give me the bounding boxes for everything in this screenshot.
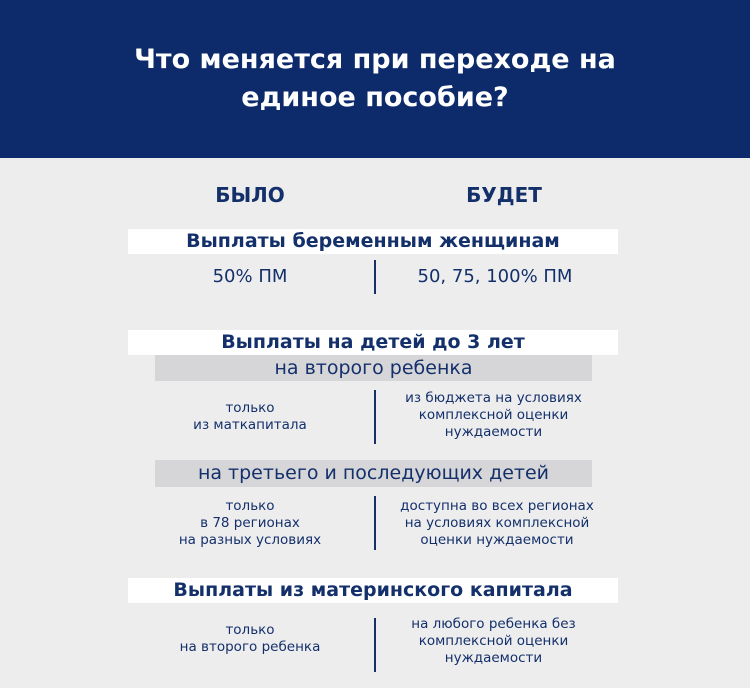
section-matcap-heading: Выплаты из материнского капитала [128, 578, 618, 603]
divider-line [374, 260, 376, 294]
kids-second-after: из бюджета на условиях комплексной оценки нуждаемости [405, 390, 582, 440]
matcap-before: только на второго ребенка [179, 622, 321, 655]
matcap-after: на любого ребенка без комплексной оценки нуждаемости [411, 616, 576, 666]
kids-second-label: на второго ребенка [155, 355, 592, 381]
kids-third-after: доступна во всех регионах на условиях комплексной оценки нуждаемости [400, 498, 594, 548]
column-before-heading: БЫЛО [215, 183, 285, 207]
divider-line [374, 390, 376, 444]
page-title: Что меняется при переходе на единое пособие? [134, 44, 616, 113]
kids-third-before: только в 78 регионах на разных условиях [178, 498, 322, 548]
column-after-heading: БУДЕТ [466, 183, 542, 207]
divider-line [374, 618, 376, 672]
pregnant-before-value: 50% ПМ [212, 266, 288, 287]
header-banner [0, 0, 750, 158]
kids-second-before: только из маткапитала [193, 400, 307, 433]
section-kids-heading: Выплаты на детей до 3 лет [128, 330, 618, 355]
pregnant-after-value: 50, 75, 100% ПМ [417, 266, 573, 287]
divider-line [374, 496, 376, 550]
section-pregnant-heading: Выплаты беременным женщинам [128, 229, 618, 254]
kids-third-label: на третьего и последующих детей [155, 460, 592, 487]
